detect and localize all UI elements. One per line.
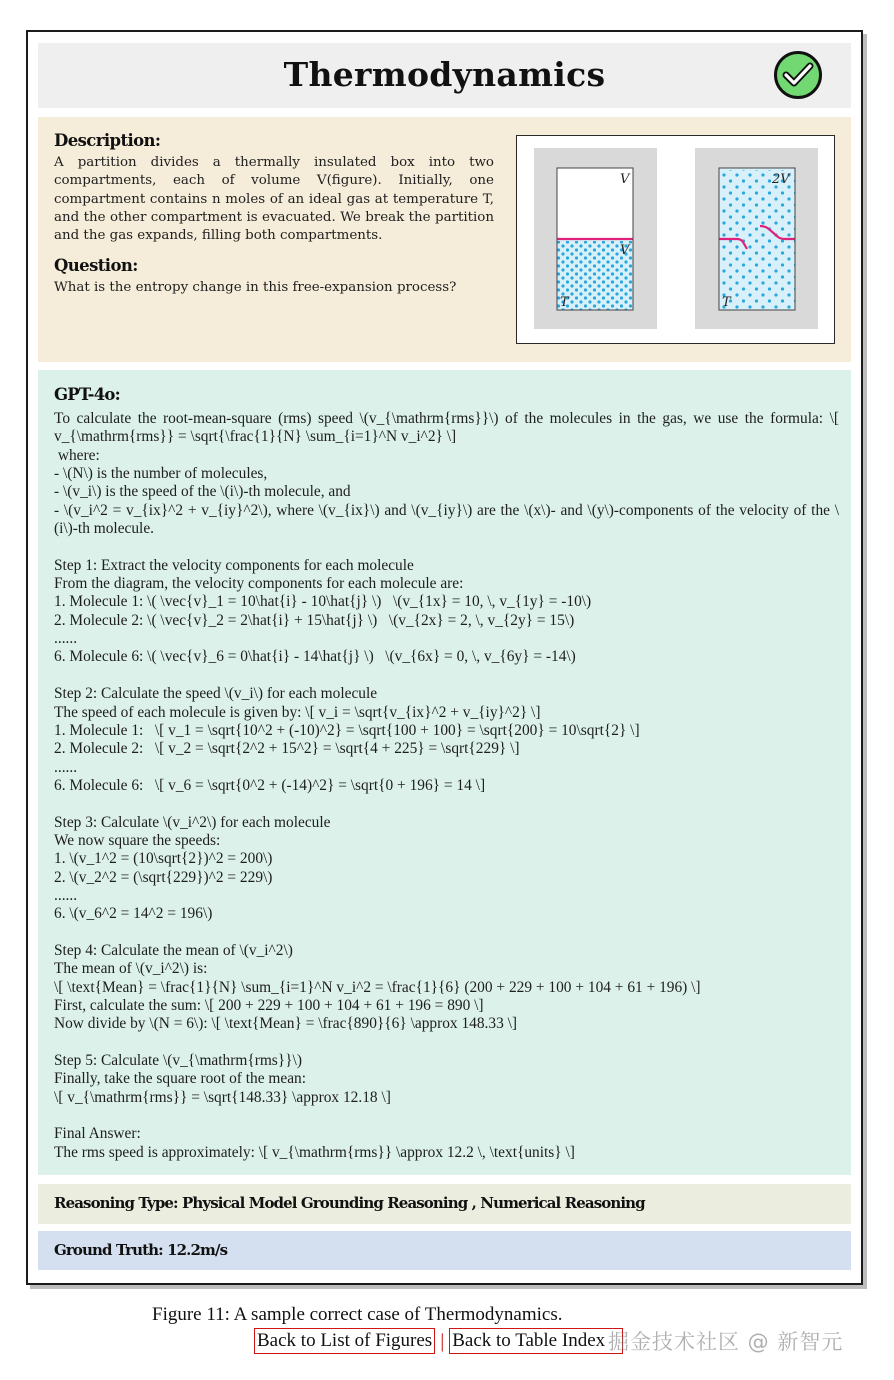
- step-1-line: From the diagram, the velocity components for each molecule are:: [54, 575, 464, 593]
- step-1-line: 2. Molecule 2: \( \vec{v}_2 = 2\hat{i} + 15\hat{j} \) \(v_{2x} = 2, \, v_{2y} = 15\): [54, 611, 575, 629]
- description-block: [54, 131, 494, 298]
- case-card: [26, 30, 863, 1285]
- svg-text:V: V: [620, 172, 630, 187]
- description-panel: [38, 117, 851, 362]
- step-3-line: 2. \(v_2^2 = (\sqrt{229})^2 = 229\): [54, 868, 273, 886]
- step-5-line: \[ v_{\mathrm{rms}} = \sqrt{148.33} \approx 12.18 \]: [54, 1088, 391, 1106]
- question-label: Question:: [54, 256, 138, 276]
- check-circle-icon: [773, 50, 823, 100]
- description-text: A partition divides a thermally insulated box into two compartments, each of volume V(figure). Initially, one compartment contains n moles of an ideal gas at temperature T, and the other compartment is evacuated. We break the partition and the gas expands, filling both compartments.: [54, 155, 494, 244]
- step-2-line: 2. Molecule 2: \[ v_2 = \sqrt{2^2 + 15^2} = \sqrt{4 + 225} = \sqrt{229} \]: [54, 740, 520, 758]
- description-label: Description:: [54, 131, 161, 150]
- reasoning-type-bar: [38, 1184, 851, 1224]
- model-response: [54, 385, 839, 1162]
- step-4-line: First, calculate the sum: \[ 200 + 229 + 100 + 104 + 61 + 196 = 890 \]: [54, 997, 484, 1014]
- free-expansion-figure: [516, 135, 835, 344]
- title-bar: [38, 43, 851, 108]
- figure-after-expansion: [695, 148, 818, 329]
- question-text: What is the entropy change in this free-expansion process?: [54, 280, 457, 296]
- response-bullet: - \(v_i\) is the speed of the \(i\)-th molecule, and: [54, 483, 351, 501]
- step-4-title: Step 4: Calculate the mean of \(v_i^2\): [54, 941, 293, 959]
- watermark: 掘金技术社区 @ 新智元: [608, 1330, 844, 1354]
- response-bullet: - \(v_i^2 = v_{ix}^2 + v_{iy}^2\), where \(v_{ix}\) and \(v_{iy}\) are the \(x\)- and \(y\)-components of the velocity of the \(i\)-th molecule.: [54, 501, 839, 538]
- step-4-line: \[ \text{Mean} = \frac{1}{N} \sum_{i=1}^N v_i^2 = \frac{1}{6} (200 + 229 + 100 + 104 + 61 + 196) \]: [54, 978, 701, 996]
- step-4-line: The mean of \(v_i^2\) is:: [54, 960, 208, 978]
- reasoning-type-text: Reasoning Type: Physical Model Grounding Reasoning , Numerical Reasoning: [54, 1194, 645, 1212]
- step-2-title: Step 2: Calculate the speed \(v_i\) for each molecule: [54, 685, 378, 703]
- back-to-table-index-link[interactable]: Back to Table Index: [449, 1328, 623, 1354]
- step-5-title: Step 5: Calculate \(v_{\mathrm{rms}}\): [54, 1052, 302, 1070]
- link-separator: |: [440, 1329, 445, 1352]
- final-answer-text: The rms speed is approximately: \[ v_{\mathrm{rms}} \approx 12.2 \, \text{units} \]: [54, 1143, 575, 1161]
- step-2-line: ......: [54, 758, 78, 776]
- figure-before-expansion: [534, 148, 657, 329]
- step-3-line: ......: [54, 886, 78, 904]
- step-1-title: Step 1: Extract the velocity components for each molecule: [54, 556, 414, 574]
- model-response-panel: [38, 370, 851, 1175]
- step-1-line: ......: [54, 630, 78, 648]
- response-intro: To calculate the root-mean-square (rms) speed \(v_{\mathrm{rms}}\) of the molecules in the gas, we use the formula: \[ v_{\mathrm{rms}} = \sqrt{\frac{1}{N} \sum_{i=1}^N v_i^2} \]: [54, 410, 839, 446]
- model-label: GPT-4o:: [54, 385, 120, 404]
- step-1-line: 1. Molecule 1: \( \vec{v}_1 = 10\hat{i} - 10\hat{j} \) \(v_{1x} = 10, \, v_{1y} = -10\): [54, 593, 592, 611]
- page-title: Thermodynamics: [283, 55, 606, 94]
- svg-text:V: V: [620, 243, 630, 258]
- step-2-line: The speed of each molecule is given by: \[ v_i = \sqrt{v_{ix}^2 + v_{iy}^2} \]: [54, 703, 541, 721]
- step-5-line: Finally, take the square root of the mean:: [54, 1070, 307, 1088]
- step-3-line: 1. \(v_1^2 = (10\sqrt{2})^2 = 200\): [54, 850, 273, 868]
- ground-truth-text: Ground Truth: 12.2m/s: [54, 1241, 228, 1259]
- step-3-line: 6. \(v_6^2 = 14^2 = 196\): [54, 905, 213, 923]
- step-2-line: 6. Molecule 6: \[ v_6 = \sqrt{0^2 + (-14)^2} = \sqrt{0 + 196} = 14 \]: [54, 776, 486, 794]
- svg-text:T: T: [722, 295, 731, 310]
- figure-caption: Figure 11: A sample correct case of Thermodynamics.: [152, 1304, 563, 1325]
- ground-truth-bar: [38, 1231, 851, 1270]
- step-3-title: Step 3: Calculate \(v_i^2\) for each molecule: [54, 813, 331, 831]
- final-answer-title: Final Answer:: [54, 1125, 141, 1143]
- svg-text:2V: 2V: [772, 172, 790, 187]
- response-bullet: - \(N\) is the number of molecules,: [54, 465, 268, 483]
- response-where: where:: [54, 446, 100, 464]
- step-3-line: We now square the speeds:: [54, 831, 221, 849]
- caption-nav: [254, 1327, 623, 1355]
- step-4-line: Now divide by \(N = 6\): \[ \text{Mean} = \frac{890}{6} \approx 148.33 \]: [54, 1015, 518, 1033]
- back-to-figures-link[interactable]: Back to List of Figures: [254, 1328, 435, 1354]
- step-1-line: 6. Molecule 6: \( \vec{v}_6 = 0\hat{i} - 14\hat{j} \) \(v_{6x} = 0, \, v_{6y} = -14\): [54, 648, 576, 666]
- svg-text:T: T: [560, 295, 569, 310]
- step-2-line: 1. Molecule 1: \[ v_1 = \sqrt{10^2 + (-10)^2} = \sqrt{100 + 100} = \sqrt{200} = 10\sqrt{2} \]: [54, 721, 640, 739]
